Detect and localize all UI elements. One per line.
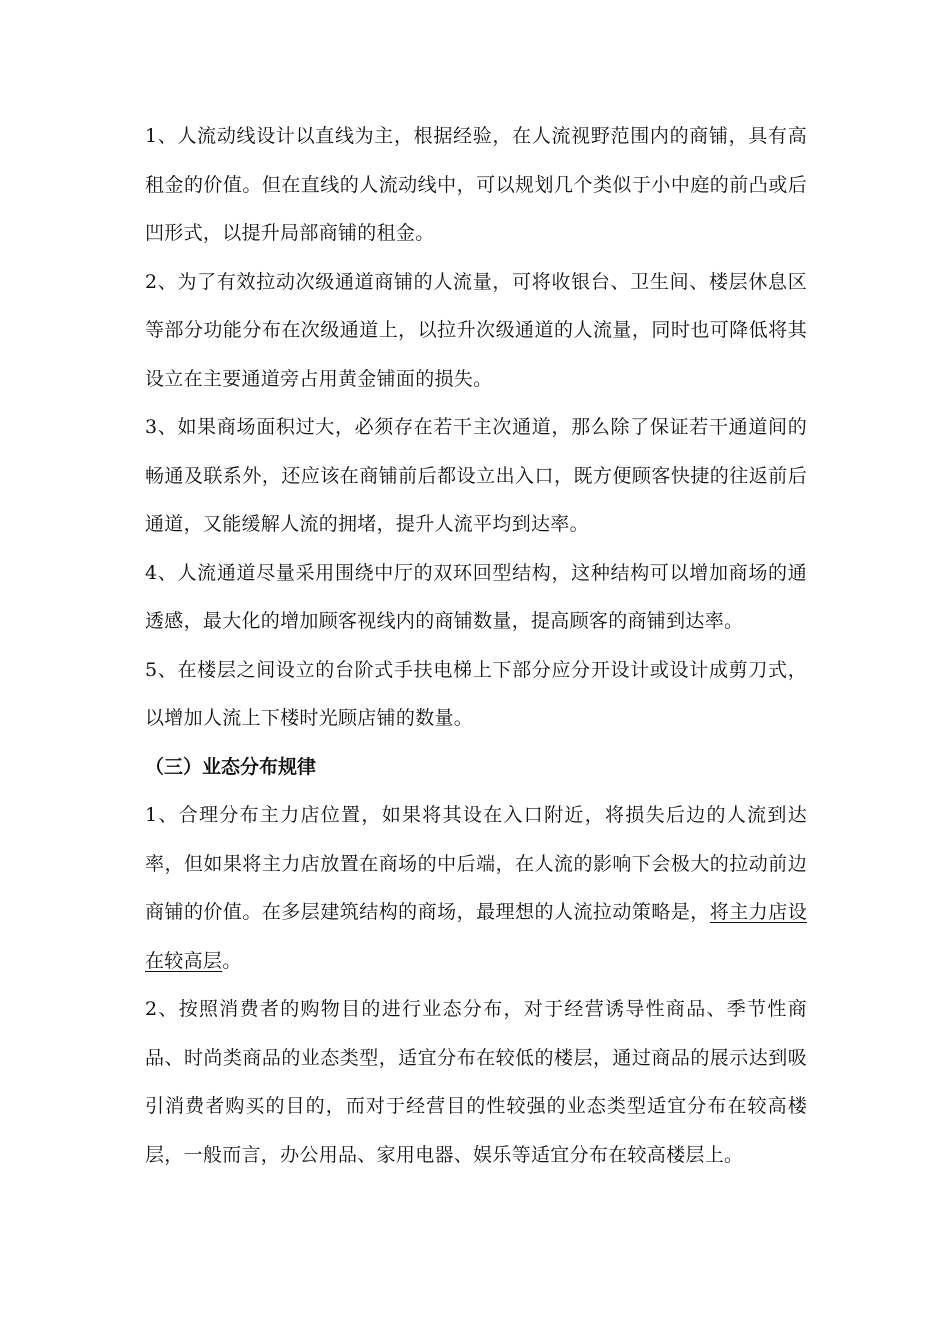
paragraph-1: 1、人流动线设计以直线为主，根据经验，在人流视野范围内的商铺，具有高租金的价值。但在直线的人流动线中，可以规划几个类似于小中庭的前凸或后凹形式，以提升局部商铺的租金。 — [145, 125, 807, 244]
paragraph-b1 — [145, 791, 807, 985]
paragraph-b1-text: 1、合理分布主力店位置，如果将其设在入口附近，将损失后边的人流到达率，但如果将主力店放置在商场的中后端，在人流的影响下会极大的拉动前边商铺的价值。在多层建筑结构的商场，最理想的人流拉动策略是， — [145, 804, 807, 923]
paragraph-5: 5、在楼层之间设立的台阶式手扶电梯上下部分应分开设计或设计成剪刀式，以增加人流上下楼时光顾店铺的数量。 — [145, 658, 807, 729]
paragraph-b2: 2、按照消费者的购物目的进行业态分布，对于经营诱导性商品、季节性商品、时尚类商品的业态类型，适宜分布在较低的楼层，通过商品的展示达到吸引消费者购买的目的，而对于经营目的性较强的业态类型适宜分布在较高楼层，一般而言，办公用品、家用电器、娱乐等适宜分布在较高楼层上。 — [145, 998, 807, 1166]
paragraph-b1-end: 。 — [222, 949, 242, 972]
paragraph-2: 2、为了有效拉动次级通道商铺的人流量，可将收银台、卫生间、楼层休息区等部分功能分布在次级通道上，以拉升次级通道的人流量，同时也可降低将其设立在主要通道旁占用黄金铺面的损失。 — [145, 270, 807, 390]
document-body — [145, 112, 807, 1179]
underlined-phrase: 将主力店设在较高层 — [145, 901, 807, 972]
section-heading: （三）业态分布规律 — [145, 755, 317, 778]
paragraph-4: 4、人流通道尽量采用围绕中厅的双环回型结构，这种结构可以增加商场的通透感，最大化的增加顾客视线内的商铺数量，提高顾客的商铺到达率。 — [145, 561, 807, 632]
paragraph-3: 3、如果商场面积过大，必须存在若干主次通道，那么除了保证若干通道间的畅通及联系外，还应该在商铺前后都设立出入口，既方便顾客快捷的往返前后通道，又能缓解人流的拥堵，提升人流平均到达率。 — [145, 416, 807, 535]
